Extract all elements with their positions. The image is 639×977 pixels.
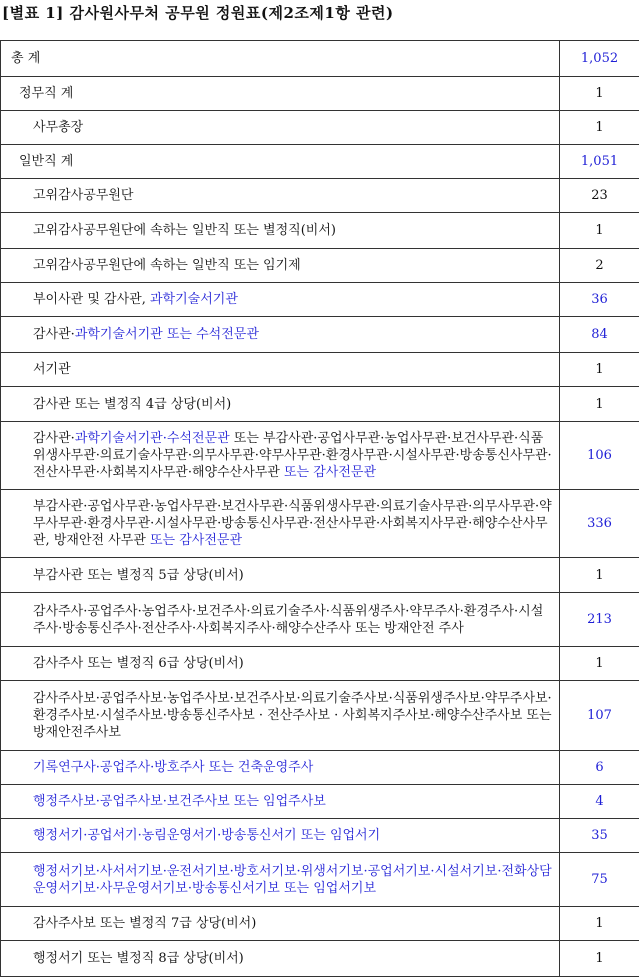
table-row	[1, 490, 639, 558]
headcount-cell: 107	[560, 681, 639, 751]
table-row	[1, 681, 639, 751]
table-row	[1, 907, 639, 941]
headcount-cell: 1	[560, 907, 639, 941]
table-row	[1, 593, 639, 647]
position-name-cell	[1, 785, 560, 819]
position-name-cell	[1, 647, 560, 681]
position-name-text: 감사주사보·공업주사보·농업주사보·보건주사보·의료기술주사보·식품위생주사보·약무주사보·환경주사보·시설주사보·방송통신주사보 · 전산주사보 · 사회복지주사보·해양수산주사보 또는 방재안전주사보	[33, 691, 552, 740]
position-name-cell	[1, 179, 560, 213]
headcount-cell: 1	[560, 213, 639, 249]
position-name-text: 고위감사공무원단에 속하는 일반직 또는 별정직(비서)	[33, 223, 336, 238]
position-name-text: 감사관 또는 별정직 4급 상당(비서)	[33, 397, 231, 412]
headcount-cell: 336	[560, 490, 639, 558]
headcount-cell: 1	[560, 353, 639, 387]
position-name-cell	[1, 41, 560, 77]
headcount-cell: 6	[560, 751, 639, 785]
headcount-cell: 35	[560, 819, 639, 853]
headcount-cell: 2	[560, 249, 639, 283]
table-row	[1, 249, 639, 283]
position-name-text: 행정서기 또는 별정직 8급 상당(비서)	[33, 951, 244, 966]
position-name-cell	[1, 490, 560, 558]
table-row	[1, 283, 639, 317]
table-row	[1, 647, 639, 681]
headcount-cell: 213	[560, 593, 639, 647]
position-name-cell	[1, 145, 560, 179]
position-name-text: 부감사관 또는 별정직 5급 상당(비서)	[33, 568, 244, 583]
position-name-cell	[1, 681, 560, 751]
position-name-text: 과학기술서기관	[150, 292, 238, 307]
position-name-text: 또는 감사전문관	[150, 533, 242, 548]
headcount-cell: 106	[560, 422, 639, 490]
headcount-cell: 36	[560, 283, 639, 317]
position-name-text: 행정주사보·공업주사보·보건주사보 또는 임업주사보	[33, 794, 326, 809]
table-row	[1, 387, 639, 422]
table-row	[1, 785, 639, 819]
headcount-cell: 4	[560, 785, 639, 819]
table-row	[1, 941, 639, 977]
headcount-cell: 1,051	[560, 145, 639, 179]
table-row	[1, 317, 639, 353]
document-title: [별표 1] 감사원사무처 공무원 정원표(제2조제1항 관련)	[2, 2, 394, 23]
staffing-table-body	[1, 41, 639, 977]
position-name-cell	[1, 353, 560, 387]
table-row	[1, 853, 639, 907]
table-row	[1, 422, 639, 490]
position-name-text: 기록연구사·공업주사·방호주사 또는 건축운영주사	[33, 760, 313, 775]
position-name-text: 감사주사·공업주사·농업주사·보건주사·의료기술주사·식품위생주사·약무주사·환경주사·시설주사·방송통신주사·전산주사·사회복지주사·해양수산주사 또는 방재안전 주사	[33, 604, 543, 636]
table-row	[1, 145, 639, 179]
position-name-text: 감사주사 또는 별정직 6급 상당(비서)	[33, 656, 244, 671]
position-name-cell	[1, 249, 560, 283]
position-name-text: 감사관·	[33, 431, 75, 446]
table-row	[1, 77, 639, 111]
table-row	[1, 751, 639, 785]
position-name-cell	[1, 819, 560, 853]
table-row	[1, 819, 639, 853]
headcount-cell: 1	[560, 941, 639, 977]
position-name-text: 감사주사보 또는 별정직 7급 상당(비서)	[33, 916, 256, 931]
position-name-cell	[1, 593, 560, 647]
headcount-cell: 1	[560, 111, 639, 145]
position-name-text: 행정서기·공업서기·농림운영서기·방송통신서기 또는 임업서기	[33, 828, 380, 843]
position-name-cell	[1, 941, 560, 977]
headcount-cell: 1,052	[560, 41, 639, 77]
position-name-text: 과학기술서기관·수석전문관	[75, 431, 230, 446]
position-name-text: 일반직 계	[19, 154, 73, 169]
headcount-cell: 1	[560, 77, 639, 111]
position-name-text: 사무총장	[33, 120, 83, 135]
position-name-text: 또는 감사전문관	[284, 465, 376, 480]
position-name-text: 총 계	[11, 51, 40, 66]
staffing-table	[0, 40, 639, 977]
position-name-cell	[1, 422, 560, 490]
headcount-cell: 1	[560, 558, 639, 593]
position-name-cell	[1, 111, 560, 145]
position-name-cell	[1, 751, 560, 785]
headcount-cell: 84	[560, 317, 639, 353]
table-row	[1, 179, 639, 213]
position-name-cell	[1, 283, 560, 317]
position-name-cell	[1, 77, 560, 111]
table-row	[1, 353, 639, 387]
table-row	[1, 558, 639, 593]
headcount-cell: 23	[560, 179, 639, 213]
position-name-text: 행정서기보·사서서기보·운전서기보·방호서기보·위생서기보·공업서기보·시설서기보·전화상담운영서기보·사무운영서기보·방송통신서기보 또는 임업서기보	[33, 864, 552, 896]
position-name-text: 서기관	[33, 362, 71, 377]
headcount-cell: 1	[560, 647, 639, 681]
position-name-text: 감사관·	[33, 327, 75, 342]
position-name-text: 고위감사공무원단	[33, 188, 133, 203]
headcount-cell: 75	[560, 853, 639, 907]
headcount-cell: 1	[560, 387, 639, 422]
position-name-text: 부이사관 및 감사관,	[33, 292, 150, 307]
position-name-text: 과학기술서기관 또는 수석전문관	[75, 327, 259, 342]
position-name-cell	[1, 317, 560, 353]
position-name-cell	[1, 213, 560, 249]
position-name-cell	[1, 387, 560, 422]
position-name-text: 정무직 계	[19, 86, 73, 101]
position-name-text: 부감사관·공업사무관·농업사무관·보건사무관·식품위생사무관·의료기술사무관·의무사무관·약무사무관·환경사무관·시설사무관·방송통신사무관·전산사무관·사회복지사무관·해양수산사무관, 방재안전 사무관	[33, 499, 552, 548]
position-name-cell	[1, 907, 560, 941]
position-name-text: 고위감사공무원단에 속하는 일반직 또는 임기제	[33, 258, 301, 273]
position-name-text: 또는 부감사관·공업사무관·농업사무관·보건사무관·식품위생사무관·의료기술사무관·의무사무관·약무사무관·환경사무관·시설사무관·방송통신사무관·전산사무관·사회복지사무관·해양수산사무관	[33, 431, 552, 480]
position-name-cell	[1, 558, 560, 593]
position-name-cell	[1, 853, 560, 907]
table-row	[1, 111, 639, 145]
table-row	[1, 41, 639, 77]
table-row	[1, 213, 639, 249]
